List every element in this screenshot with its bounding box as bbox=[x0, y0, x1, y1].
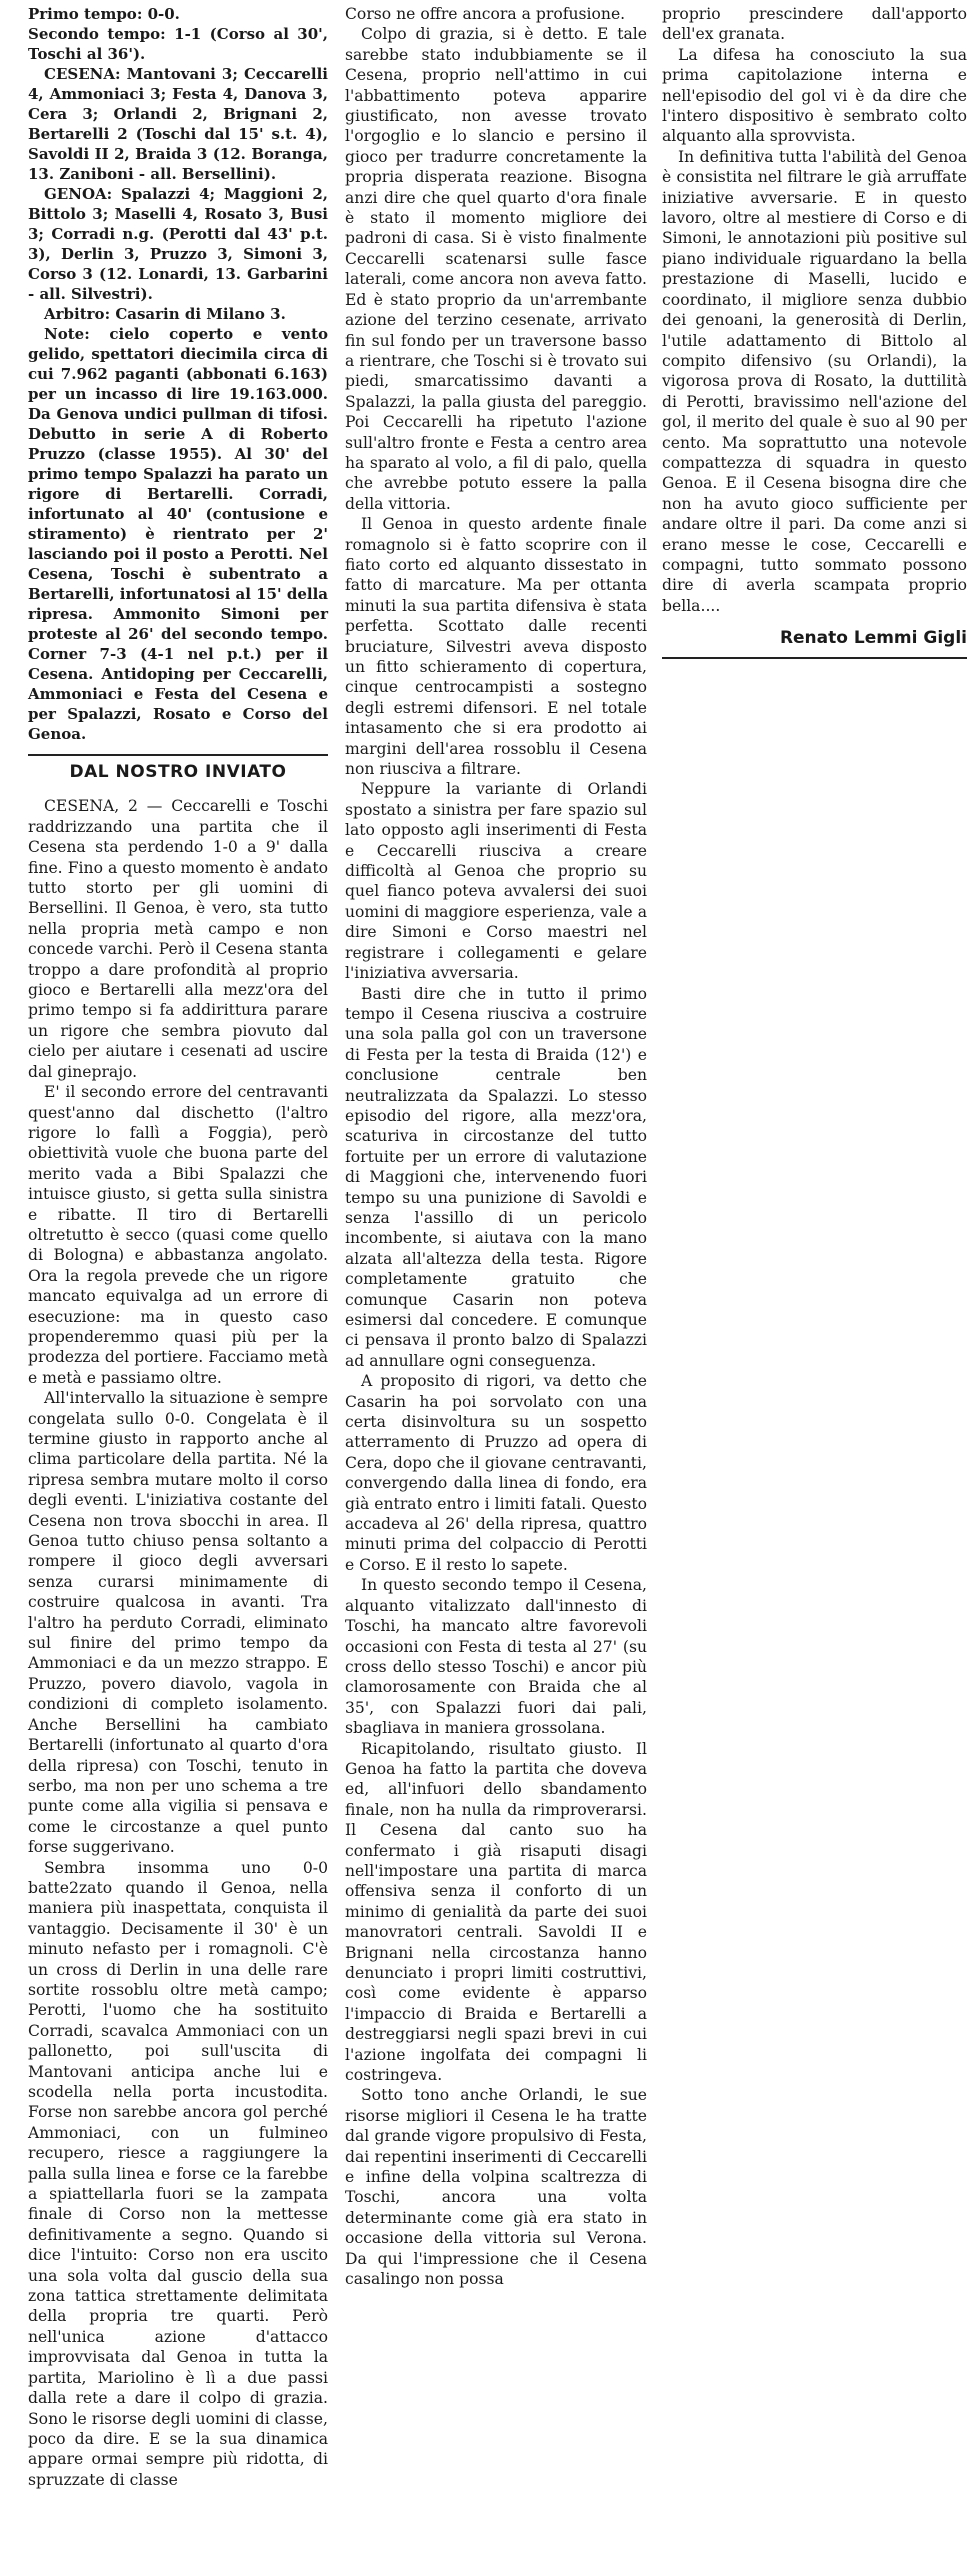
article-paragraph: All'intervallo la situazione è sempre congelata sullo 0-0. Congelata è il termine giusto in rapporto anche al clima particolare della partita. Né la ripresa sembra mutare molto il corso degli eventi. L'iniziativa costante del Cesena non trova sbocchi in area. Il Genoa tutto chiuso pensa soltanto a rompere il gioco degli avversari senza curarsi minimamente di costruire qualcosa in avanti. Tra l'altro ha perduto Corradi, eliminato sul finire del primo tempo da Ammoniaci e da un mezzo strappo. E Pruzzo, povero diavolo, vagola in condizioni di completo isolamento. Anche Bersellini ha cambiato Bertarelli (infortunato al quarto d'ora della ripresa) con Toschi, tenuto in serbo, ma non per uno schema a tre punte come alla vigilia si pensava e come le circostanze a quel punto forse suggerivano. bbox=[28, 1389, 328, 1857]
first-half-score: Primo tempo: 0-0. bbox=[28, 5, 180, 23]
article-body-col3 bbox=[662, 4, 967, 616]
correspondent-heading: DAL NOSTRO INVIATO bbox=[69, 762, 287, 782]
article-paragraph: CESENA, 2 — Ceccarelli e Toschi raddrizzando una partita che il Cesena sta perdendo 1-0 a 9' dalla fine. Fino a questo momento è andato tutto storto per gli uomini di Bersellini. Il Genoa, è vero, sta tutto nella propria metà campo e non concede varchi. Però il Cesena stanta troppo a dare profondità al proprio gioco e Bertarelli alla mezz'ora del primo tempo si fa addirittura parare un rigore che sembra piovuto dal cielo per aiutare i cesenati ad uscire dal gineprajo. bbox=[28, 797, 328, 1081]
article-paragraph: A proposito di rigori, va detto che Casarin ha poi sorvolato con una certa disinvoltura su un sospetto atterramento di Pruzzo ad opera di Cera, dopo che il giovane centravanti, convergendo dalla linea di fondo, era già entrato entro i limiti fatali. Questo accadeva al 26' della ripresa, quattro minuti prima del colpaccio di Perotti e Corso. E il resto lo sapete. bbox=[345, 1372, 647, 1574]
referee: Arbitro: Casarin di Milano 3. bbox=[44, 305, 286, 323]
genoa-lineup: GENOA: Spalazzi 4; Maggioni 2, Bittolo 3; Maselli 4, Rosato 3, Busi 3; Corradi n.g. (Perotti dal 43' p.t. 3), Derlin 3, Pruzzo 3, Simoni 3, Corso 3 (12. Lonardi, 13. Garbarini - all. Silvestri). bbox=[28, 185, 328, 303]
article-paragraph: Sotto tono anche Orlandi, le sue risorse migliori il Cesena le ha tratte dal grande vigore propulsivo di Festa, dai repentini inserimenti di Ceccarelli e infine della volpina scaltrezza di Toschi, ancora una volta determinante come già era stato in occasione della vittoria sul Verona. Da qui l'impressione che il Cesena casalingo non possa bbox=[345, 2086, 647, 2289]
article-paragraph: E' il secondo errore del centravanti quest'anno dal dischetto (l'altro rigore lo fallì a Foggia), però obiettività vuole che buona parte del merito vada a Bibi Spalazzi che intuisce giusto, si getta sulla sinistra e ribatte. Il tiro di Bertarelli oltretutto è secco (quasi come quello di Bologna) e abbastanza angolato. Ora la regola prevede che un rigore mancato equivalga ad un errore di esecuzione: ma in questo caso propenderemmo quasi più per la prodezza del portiere. Facciamo metà e metà e passiamo oltre. bbox=[28, 1083, 328, 1387]
article-body-col1 bbox=[28, 796, 328, 2490]
article-body-col2 bbox=[345, 4, 647, 2290]
second-half-score: Secondo tempo: 1-1 (Corso al 30', Toschi al 36'). bbox=[28, 25, 328, 63]
divider bbox=[662, 657, 967, 659]
article-paragraph: Neppure la variante di Orlandi spostato a sinistra per fare spazio sul lato opposto agli inserimenti di Festa e Ceccarelli riusciva a creare difficoltà al Genoa che proprio su quel fianco poteva avvalersi dei suoi uomini di maggiore esperienza, vale a dire Simoni e Corso maestri nel registrare i collegamenti e gelare l'iniziativa avversaria. bbox=[345, 780, 647, 983]
cesena-lineup: CESENA: Mantovani 3; Ceccarelli 4, Ammoniaci 3; Festa 4, Danova 3, Cera 3; Orlandi 2, Brignani 2, Bertarelli 2 (Toschi dal 15' s.t. 4), Savoldi II 2, Braida 3 (12. Boranga, 13. Zaniboni - all. Bersellini). bbox=[28, 65, 328, 183]
article-paragraph: Colpo di grazia, si è detto. E tale sarebbe stato indubbiamente se il Cesena, proprio nell'attimo in cui l'abbattimento poteva apparire giustificato, non avesse trovato l'orgoglio e lo slancio e persino il gioco per tradurre concretamente la propria disperata reazione. Bisogna anzi dire che quel quarto d'ora finale è stato il momento migliore dei padroni di casa. Si è visto finalmente Ceccarelli scatenarsi sulle fasce laterali, come ancora non aveva fatto. Ed è stato proprio da un'arrembante azione del terzino cesenate, arrivato fin sul fondo per un traversone basso a rientrare, che Toschi si è trovato sui piedi, smarcatissimo davanti a Spalazzi, la palla giusta del pareggio. Poi Ceccarelli ha ripetuto l'azione sull'altro fronte e Festa a centro area ha sparato al volo, a fil di palo, quella che avrebbe potuto essere la palla della vittoria. bbox=[345, 25, 647, 513]
article-paragraph: Corso ne offre ancora a profusione. bbox=[345, 5, 626, 23]
match-notes: Note: cielo coperto e vento gelido, spettatori diecimila circa di cui 7.962 paganti (abbonati 6.163) per un incasso di lire 19.163.000. Da Genova undici pullman di tifosi. Debutto in serie A di Roberto Pruzzo (classe 1955). Al 30' del primo tempo Spalazzi ha parato un rigore di Bertarelli. Corradi, infortunato al 40' (contusione e stiramento) è rientrato per 2' lasciando poi il posto a Perotti. Nel Cesena, Toschi è subentrato a Bertarelli, infortunatosi al 15' della ripresa. Ammonito Simoni per proteste al 26' del secondo tempo. Corner 7-3 (4-1 nel p.t.) per il Cesena. Antidoping per Ceccarelli, Ammoniaci e Festa del Cesena e per Spalazzi, Rosato e Corso del Genoa. bbox=[28, 325, 328, 743]
article-paragraph: In definitiva tutta l'abilità del Genoa è consistita nel filtrare le già arruffate iniziative avversarie. E in questo lavoro, oltre al mestiere di Corso e di Simoni, le annotazioni più positive sul piano individuale riguardano la bella prestazione di Maselli, lucido e coordinato, il migliore senza dubbio dei genoani, la generosità di Derlin, l'utile adattamento di Bittolo al compito difensivo (su Orlandi), la vigorosa prova di Rosato, la duttilità di Perotti, bravissimo nell'azione del gol, il merito del quale è suo al 90 per cento. Ma soprattutto una notevole compattezza di squadra in questo Genoa. E il Cesena bisogna dire che non ha avuto gioco sufficiente per andare oltre il pari. Da come anzi si erano messe le cose, Ceccarelli e compagni, tutto sommato possono dire di averla scampata proprio bella.... bbox=[662, 147, 967, 615]
article-paragraph: Sembra insomma uno 0-0 batte2zato quando il Genoa, nella maniera più inaspettata, conquista il vantaggio. Decisamente il 30' è un minuto nefasto per i romagnoli. C'è un cross di Derlin in una delle rare sortite rossoblu oltre metà campo; Perotti, l'uomo che ha sostituito Corradi, scavalca Ammoniaci con un pallonetto, poi sull'uscita di Mantovani anticipa anche lui e scodella nella porta incustodita. Forse non sarebbe ancora gol perché Ammoniaci, con un fulmineo recupero, riesce a raggiungere la palla sulla linea e forse ce la farebbe a spiattellarla fuori se la zampata finale di Corso non la mettesse definitivamente a segno. Quando si dice l'intuito: Corso non era uscito una sola volta dal guscio della sua zona tattica strettamente delimitata della propria tre quarti. Però nell'unica azione d'attacco improvvisata dal Genoa in tutta la partita, Mariolino è lì a due passi dalla rete a dare il colpo di grazia. Sono le risorse degli uomini di classe, poco da dire. E se la sua dinamica appare ormai sempre più ridotta, di spruzzate di classe bbox=[28, 1858, 328, 2489]
article-paragraph: Il Genoa in questo ardente finale romagnolo si è fatto scoprire con il fiato corto ed alquanto dissestato in fatto di marcature. Ma per ottanta minuti la sua partita difensiva è stata perfetta. Scottato dalle recenti bruciature, Silvestri aveva disposto un fitto schieramento di copertura, cinque centrocampisti a sostegno degli estremi difensori. E nel totale intasamento che si era prodotto ai margini dell'area rossoblu il Cesena non riusciva a filtrare. bbox=[345, 515, 647, 779]
column-1 bbox=[28, 4, 328, 2490]
author-signature: Renato Lemmi Gigli bbox=[779, 628, 967, 649]
article-paragraph: In questo secondo tempo il Cesena, alquanto vitalizzato dall'innesto di Toschi, ha mancato altre favorevoli occasioni con Festa di testa al 27' (su cross dello stesso Toschi) e ancor più clamorosamente con Braida che al 35', con Spalazzi fuori dai pali, sbagliava in maniera grossolana. bbox=[345, 1576, 647, 1738]
column-2 bbox=[345, 4, 647, 2290]
article-paragraph: Ricapitolando, risultato giusto. Il Genoa ha fatto la partita che doveva ed, all'infuori dello sbandamento finale, non ha nulla da rimproverarsi. Il Cesena dal canto suo ha confermato i già risaputi disagi nell'impostare una partita di marca offensiva senza il conforto di un minimo di genialità da parte dei suoi manovratori centrali. Savoldi II e Brignani nella circostanza hanno denunciato i propri limiti costruttivi, così come evidente è apparso l'impaccio di Braida e Bertarelli a destreggiarsi negli spazi brevi in cui l'azione ingolfata dei compagni li costringeva. bbox=[345, 1739, 647, 2085]
article-paragraph: Basti dire che in tutto il primo tempo il Cesena riusciva a costruire una sola palla gol con un traversone di Festa per la testa di Braida (12') e conclusione centrale ben neutralizzata da Spalazzi. Lo stesso episodio del rigore, alla mezz'ora, scaturiva in circostanze del tutto fortuite per un errore di valutazione di Maggioni che, intervenendo fuori tempo su una punizione di Savoldi e senza l'assillo di un pericolo incombente, si aiutava con la mano alzata all'altezza della testa. Rigore completamente gratuito che comunque Casarin non poteva esimersi dal concedere. E comunque ci pensava il pronto balzo di Spalazzi ad annullare ogni conseguenza. bbox=[345, 984, 647, 1370]
divider bbox=[28, 754, 328, 756]
article-paragraph: La difesa ha conosciuto la sua prima capitolazione interna e nell'episodio del gol vi è da dire che l'intero dispositivo è sembrato colto alquanto alla sprovvista. bbox=[662, 45, 967, 146]
match-report-box bbox=[28, 4, 328, 744]
article-paragraph: proprio prescindere dall'apporto dell'ex granata. bbox=[662, 5, 967, 44]
column-3 bbox=[662, 4, 967, 659]
